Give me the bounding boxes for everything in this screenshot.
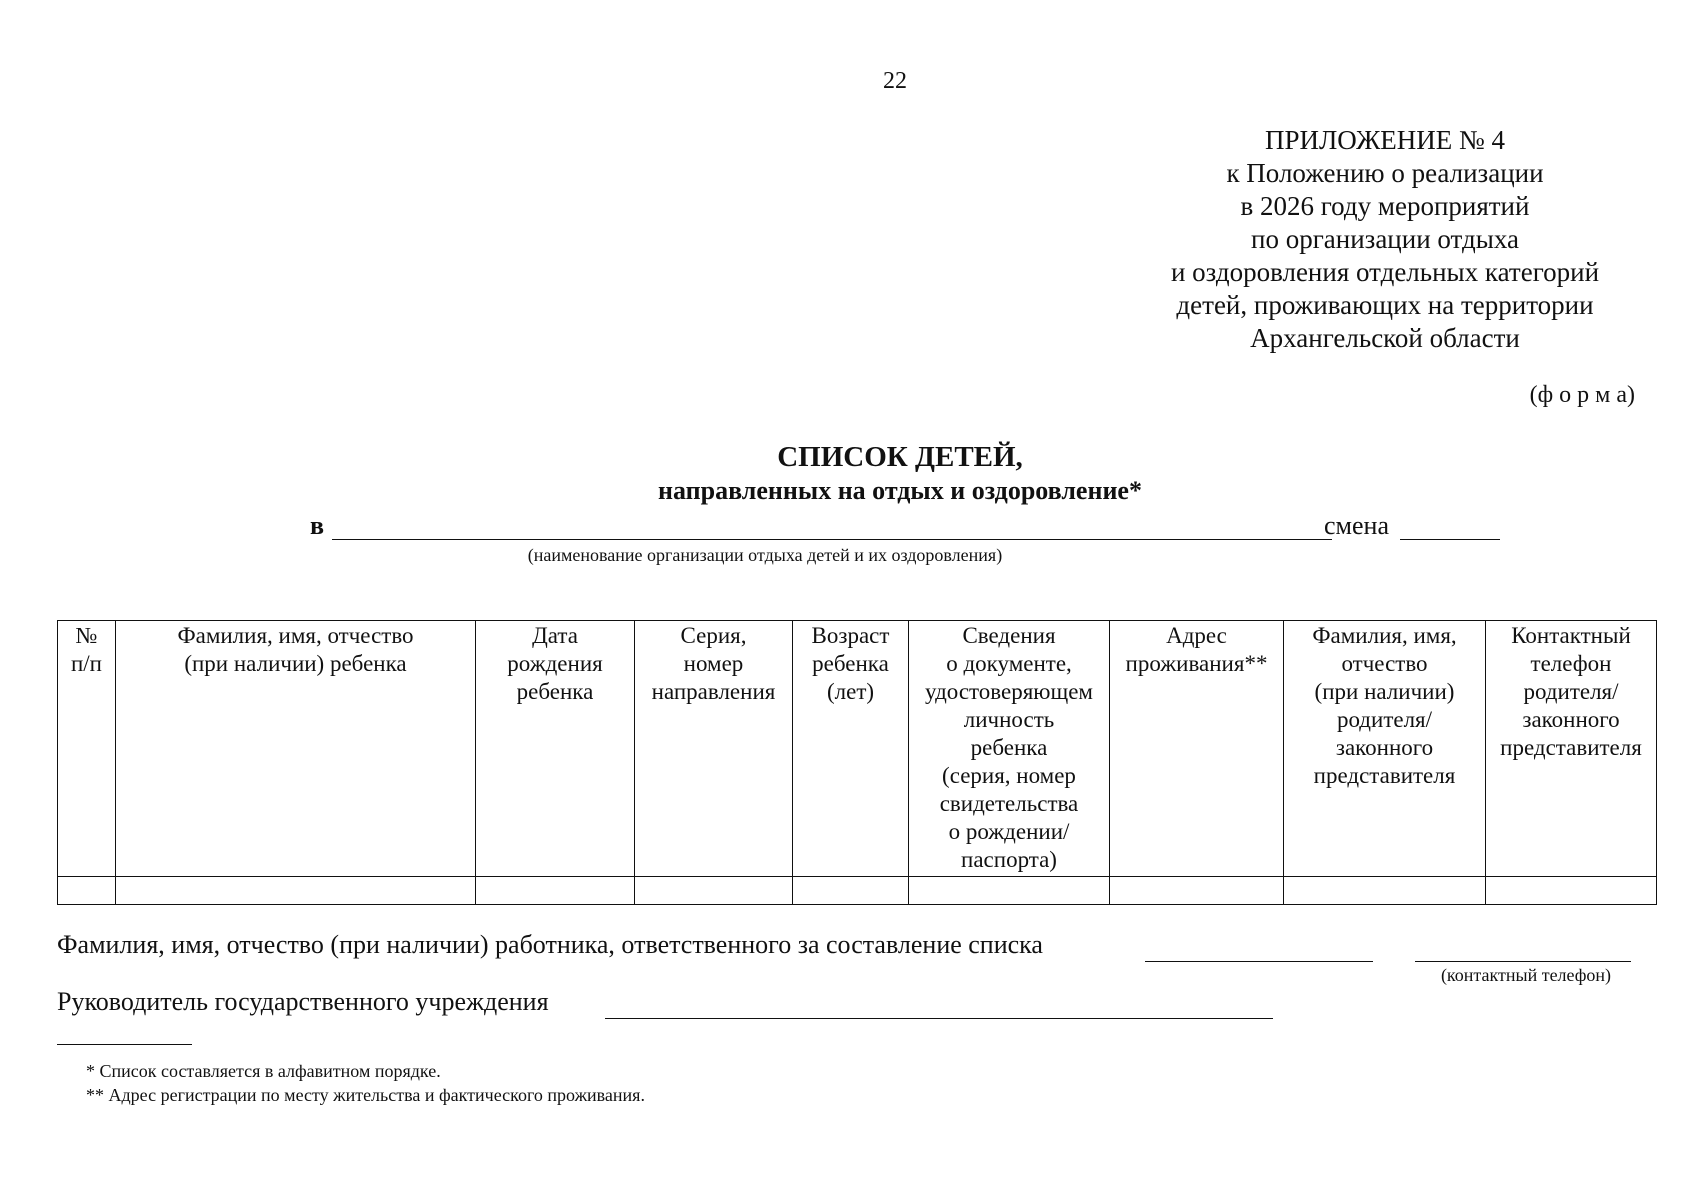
- contact-phone-caption: (контактный телефон): [1440, 965, 1612, 985]
- header-child-age: Возраст ребенка (лет): [793, 621, 909, 877]
- smena-blank-line[interactable]: [1400, 539, 1500, 540]
- appendix-line: по организации отдыха: [1251, 224, 1519, 254]
- appendix-block: [1140, 124, 1630, 355]
- table-cell[interactable]: [476, 877, 635, 905]
- responsible-person-blank-line[interactable]: [1145, 961, 1373, 962]
- table-cell[interactable]: [1110, 877, 1284, 905]
- organization-caption: (наименование организации отдыха детей и их оздоровления): [527, 545, 1003, 565]
- head-of-institution-label: Руководитель государственного учреждения: [57, 987, 549, 1016]
- document-subtitle: направленных на отдых и оздоровление*: [658, 476, 1142, 505]
- document-title: СПИСОК ДЕТЕЙ,: [777, 441, 1023, 473]
- table-cell[interactable]: [909, 877, 1110, 905]
- table-row: [58, 877, 1657, 905]
- organization-prefix: в: [310, 511, 325, 540]
- header-identity-document: Сведения о документе, удостоверяющем личность ребенка (серия, номер свидетельства о рождении/ паспорта): [909, 621, 1110, 877]
- children-list-table: [57, 620, 1657, 905]
- table-cell[interactable]: [635, 877, 793, 905]
- page-number: 22: [883, 68, 907, 94]
- footnote-address: ** Адрес регистрации по месту жительства и фактического проживания.: [86, 1085, 645, 1105]
- table-cell[interactable]: [1486, 877, 1657, 905]
- header-parent-name: Фамилия, имя, отчество (при наличии) родителя/ законного представителя: [1284, 621, 1486, 877]
- contact-phone-blank-line[interactable]: [1415, 961, 1631, 962]
- table-cell[interactable]: [116, 877, 476, 905]
- organization-row: [310, 511, 1500, 543]
- table-cell[interactable]: [58, 877, 116, 905]
- smena-label: смена: [1324, 511, 1389, 540]
- form-label: (ф о р м а): [1529, 382, 1635, 408]
- appendix-line: детей, проживающих на территории: [1176, 290, 1594, 320]
- header-number: № п/п: [58, 621, 116, 877]
- organization-blank-line[interactable]: [332, 539, 1332, 540]
- table-cell[interactable]: [1284, 877, 1486, 905]
- responsible-person-label: Фамилия, имя, отчество (при наличии) работника, ответственного за составление списка: [57, 930, 1043, 959]
- footnote-alphabetical: * Список составляется в алфавитном порядке.: [86, 1061, 441, 1081]
- appendix-line: и оздоровления отдельных категорий: [1170, 257, 1600, 287]
- head-of-institution-blank-line[interactable]: [605, 1018, 1273, 1019]
- header-child-name: Фамилия, имя, отчество (при наличии) ребенка: [116, 621, 476, 877]
- appendix-line: к Положению о реализации: [1226, 158, 1544, 188]
- table-header-row: [58, 621, 1657, 877]
- appendix-line: ПРИЛОЖЕНИЕ № 4: [1264, 125, 1506, 155]
- footnote-divider: [57, 1044, 192, 1045]
- appendix-line: в 2026 году мероприятий: [1240, 191, 1530, 221]
- table-cell[interactable]: [793, 877, 909, 905]
- appendix-line: Архангельской области: [1250, 323, 1520, 353]
- header-parent-phone: Контактный телефон родителя/ законного представителя: [1486, 621, 1657, 877]
- header-referral-number: Серия, номер направления: [635, 621, 793, 877]
- header-address: Адрес проживания**: [1110, 621, 1284, 877]
- header-birth-date: Дата рождения ребенка: [476, 621, 635, 877]
